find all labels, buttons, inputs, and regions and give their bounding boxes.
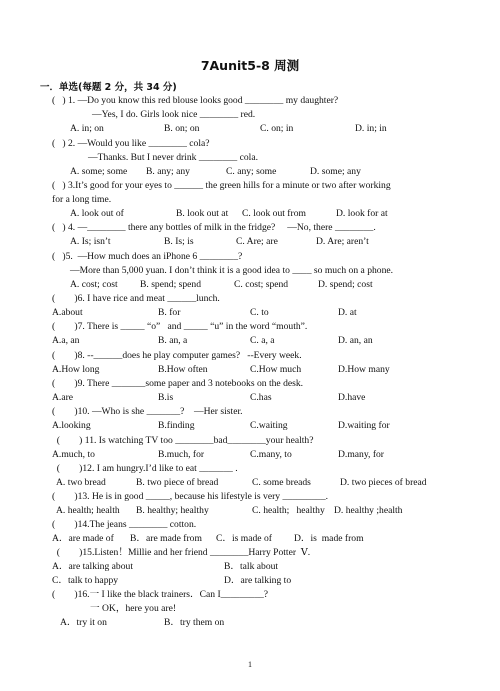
option-d: D.many, for xyxy=(338,449,385,460)
question-3-options xyxy=(70,207,500,221)
question-5-reply: —More than 5,000 yuan. I don’t think it is a good idea to ____ so much on a phone. xyxy=(70,265,394,276)
option-c: C.How much xyxy=(250,364,302,375)
question-8-stem: ( )8. --______does he play computer games? --Every week. xyxy=(52,350,302,361)
option-a: A.are xyxy=(52,392,74,403)
question-2-reply: —Thanks. But I never drink ________ cola. xyxy=(88,152,258,163)
question-3-stem-cont: for a long time. xyxy=(52,194,112,205)
option-b: B．talk about xyxy=(224,561,279,572)
option-c: C.has xyxy=(250,392,272,403)
option-a: A．try it on xyxy=(60,617,107,628)
question-11-options xyxy=(52,448,500,462)
option-a: A. cost; cost xyxy=(70,279,118,290)
question-4-stem: ( ) 4. —________ there any bottles of milk in the fridge? —No, there ________. xyxy=(52,222,376,233)
question-6-options xyxy=(52,306,500,320)
option-b: B. on; on xyxy=(164,123,200,134)
question-7-stem: ( )7. There is _____ “o” and _____ “u” in the word “mouth”. xyxy=(52,321,308,332)
option-b: B.much, for xyxy=(158,449,205,460)
option-a: A. two bread xyxy=(56,477,106,488)
question-4-options xyxy=(70,235,500,249)
option-a: A．are talking about xyxy=(52,561,133,572)
question-10-options xyxy=(52,419,500,433)
option-a: A. in; on xyxy=(70,123,104,134)
question-5-options xyxy=(70,278,500,292)
question-15-stem: ( )15.Listen！Millie and her friend ________Harry Potter Ⅴ. xyxy=(52,547,311,558)
option-d: D.waiting for xyxy=(338,420,390,431)
question-16-options xyxy=(60,616,500,630)
option-b: B.How often xyxy=(158,364,208,375)
option-c: C. health; healthy xyxy=(252,505,325,516)
question-9-stem: ( )9. There _______some paper and 3 notebooks on the desk. xyxy=(52,378,304,389)
option-b: B. look out at xyxy=(176,208,229,219)
option-a: A.a, an xyxy=(52,335,80,346)
question-16-stem: ( )16.一 I like the black trainers．Can I_________? xyxy=(52,589,269,600)
option-d: D. Are; aren’t xyxy=(316,236,369,247)
question-11-stem: ( ) 11. Is watching TV too ________bad________your health? xyxy=(52,435,314,446)
question-6-stem: ( )6. I have rice and meat ______lunch. xyxy=(52,293,220,304)
question-12-stem: ( )12. I am hungry.I’d like to eat _______ . xyxy=(52,463,238,474)
option-c: C. on; in xyxy=(260,123,294,134)
option-d: D．is made from xyxy=(294,533,364,544)
option-a: A.looking xyxy=(52,420,91,431)
question-1-reply: —Yes, I do. Girls look nice ________ red. xyxy=(92,109,256,120)
question-5-stem: ( )5. —How much does an iPhone 6 ________? xyxy=(52,251,243,262)
option-d: D.have xyxy=(338,392,366,403)
option-d: D. two pieces of bread xyxy=(340,477,427,488)
option-b: B. healthy; healthy xyxy=(136,505,209,516)
section-heading: 一．单选(每题 2 分，共 34 分) xyxy=(40,82,177,93)
question-2-stem: ( ) 2. —Would you like ________ cola? xyxy=(52,138,210,149)
option-a: A.about xyxy=(52,307,83,318)
question-1-stem: ( ) 1. —Do you know this red blouse looks good ________ my daughter? xyxy=(52,95,339,106)
option-c: C. any; some xyxy=(226,166,277,177)
question-3-stem: ( ) 3.It’s good for your eyes to ______ the green hills for a minute or two after working xyxy=(52,180,391,191)
option-b: B.is xyxy=(158,392,174,403)
option-b: B.finding xyxy=(158,420,195,431)
option-d: D．are talking to xyxy=(224,575,292,586)
option-d: D. in; in xyxy=(355,123,387,134)
question-9-options xyxy=(52,391,500,405)
option-a: A. Is; isn’t xyxy=(70,236,111,247)
option-b: B. two piece of bread xyxy=(136,477,219,488)
option-c: C. cost; spend xyxy=(234,279,289,290)
question-13-stem: ( )13. He is in good _____, because his lifestyle is very _________. xyxy=(52,491,329,502)
page-title: 7Aunit5-8 周测 xyxy=(200,58,300,73)
option-d: D. an, an xyxy=(338,335,373,346)
question-10-stem: ( )10. —Who is she _______? —Her sister. xyxy=(52,406,243,417)
question-15-options-ab xyxy=(52,560,500,574)
option-b: B．are made from xyxy=(130,533,202,544)
option-b: B. an, a xyxy=(158,335,188,346)
option-a: A.How long xyxy=(52,364,100,375)
option-c: C.waiting xyxy=(250,420,288,431)
question-15-options-cd xyxy=(52,574,500,588)
option-c: C．talk to happy xyxy=(52,575,119,586)
option-b: B. spend; spend xyxy=(140,279,202,290)
question-13-options xyxy=(56,504,500,518)
question-12-options xyxy=(56,476,500,490)
option-d: D.How many xyxy=(338,364,390,375)
option-c: C. a, a xyxy=(250,335,275,346)
question-14-stem: ( )14.The jeans ________ cotton. xyxy=(52,519,197,530)
option-a: A. some; some xyxy=(70,166,128,177)
option-c: C. Are; are xyxy=(236,236,278,247)
question-1-options xyxy=(70,122,500,136)
option-c: C. some breads xyxy=(252,477,311,488)
option-d: D. at xyxy=(338,307,357,318)
option-a: A．are made of xyxy=(52,533,114,544)
option-a: A.much, to xyxy=(52,449,95,460)
option-d: D. healthy ;health xyxy=(334,505,403,516)
option-a: A. look out of xyxy=(70,208,124,219)
page-number: 1 xyxy=(248,660,252,669)
option-c: C. look out from xyxy=(242,208,306,219)
option-c: C．is made of xyxy=(216,533,272,544)
option-c: C. to xyxy=(250,307,269,318)
question-2-options xyxy=(70,165,500,179)
option-b: B. Is; is xyxy=(164,236,194,247)
question-16-reply: 一 OK，here you are! xyxy=(90,603,177,614)
question-14-options xyxy=(52,532,500,546)
option-a: A. health; health xyxy=(56,505,120,516)
question-8-options xyxy=(52,363,500,377)
option-b: B. any; any xyxy=(146,166,190,177)
option-d: D. spend; cost xyxy=(318,279,373,290)
option-b: B. for xyxy=(158,307,181,318)
option-d: D. look for at xyxy=(336,208,388,219)
option-c: C.many, to xyxy=(250,449,292,460)
question-7-options xyxy=(52,334,500,348)
option-b: B．try them on xyxy=(164,617,225,628)
option-d: D. some; any xyxy=(310,166,361,177)
